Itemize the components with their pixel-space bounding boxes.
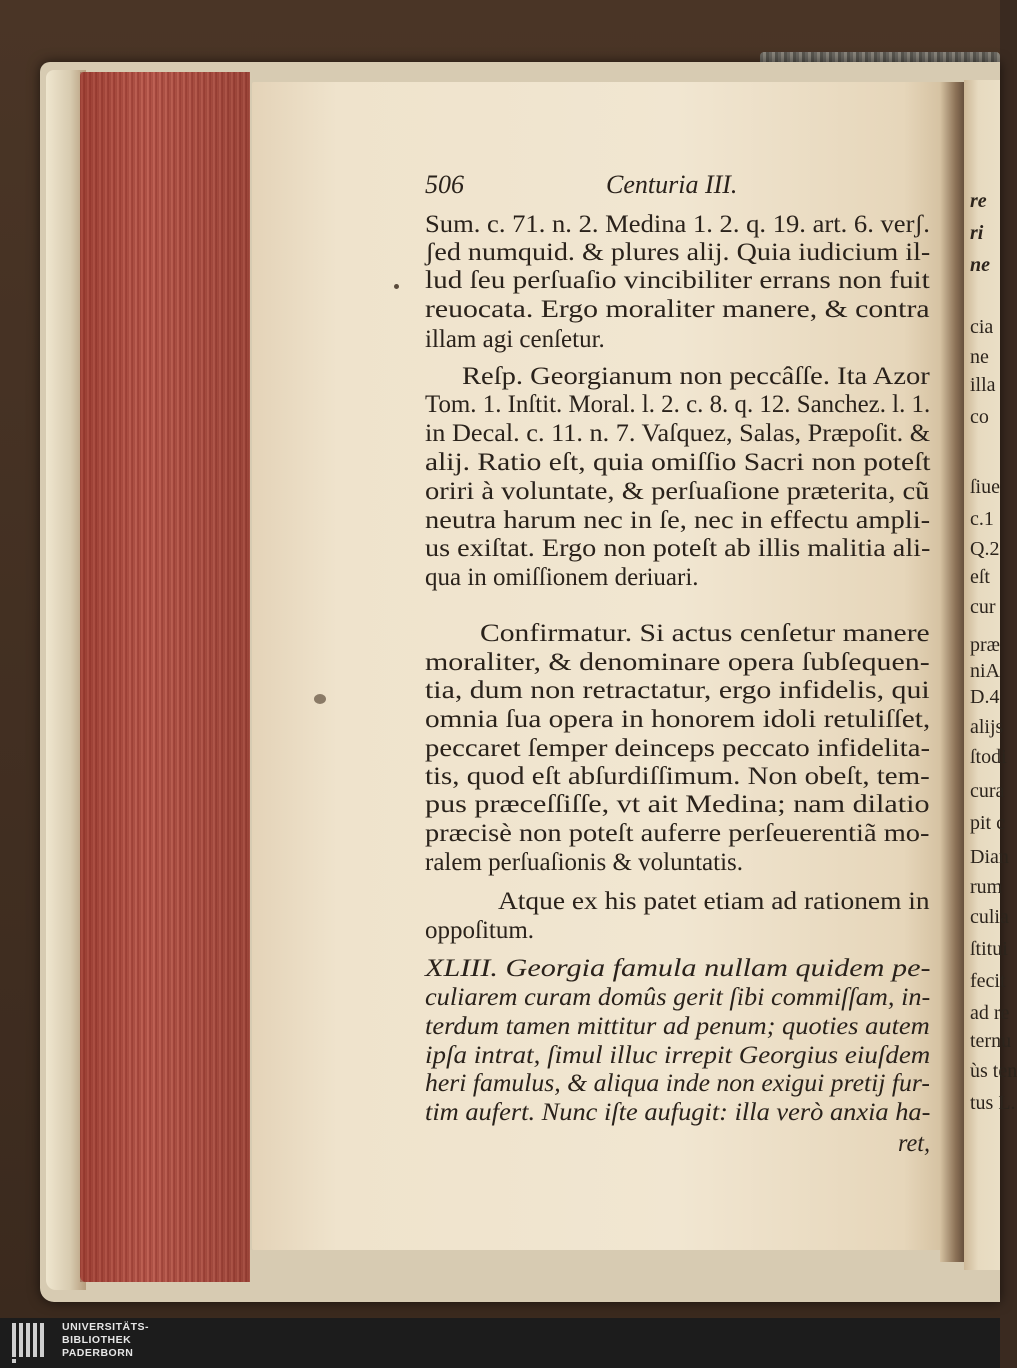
facing-page-fragment: ne: [970, 346, 989, 368]
gutter-shadow: [940, 82, 966, 1262]
text-line: præcisè non poteſt auferre perſeuerentiã mo-: [425, 820, 930, 847]
text-line: alij. Ratio eſt, quia omiſſio Sacri non poteſt: [425, 449, 931, 476]
text-line: terdum tamen mittitur ad penum; quoties autem: [425, 1013, 930, 1040]
facing-page-fragment: ſiue: [970, 476, 1000, 498]
page-edges-shading: [80, 72, 250, 1282]
library-footer: [0, 1318, 1000, 1368]
facing-page-fragment: cur: [970, 596, 996, 618]
text-line: Atque ex his patet etiam ad rationem in: [498, 888, 930, 915]
facing-page-fragment: Q.2: [970, 538, 1000, 560]
text-line: peccaret ſemper deinceps peccato infidelita-: [425, 735, 931, 762]
facing-page-strip: [964, 80, 1017, 1270]
text-line: culiarem curam domûs gerit ſibi commiſſam, in-: [425, 984, 931, 1011]
text-line: tis, quod eſt abſurdiſſimum. Non obeſt, tem-: [425, 763, 930, 790]
facing-page-fragment: præ: [970, 634, 1000, 656]
facing-page-fragment: fecit: [970, 970, 1006, 992]
page-number: 506: [425, 170, 464, 199]
facing-page-fragment: ſtitui: [970, 938, 1008, 960]
text-line: omnia ſua opera in honorem idoli retuliſſet,: [425, 706, 931, 733]
facing-page-fragment: ad re: [970, 1002, 1010, 1024]
text-line: ralem perſuaſionis & voluntatis.: [425, 849, 743, 876]
text-line: tim aufert. Nunc iſte aufugit: illa verò anxia ha-: [425, 1099, 931, 1126]
facing-page-fragment: co: [970, 406, 989, 428]
running-title: Centuria III.: [606, 170, 738, 199]
text-line: lud ſeu perſuaſio vincibiliter errans non fuit: [425, 267, 930, 294]
library-logo-icon: [12, 1323, 54, 1363]
text-line: neutra harum nec in ſe, nec in effectu ampli-: [425, 507, 931, 534]
margin-dot: [394, 284, 399, 289]
facing-page-fragment: re: [970, 190, 987, 212]
facing-page-fragment: Dian: [970, 846, 1009, 868]
text-line: Sum. c. 71. n. 2. Medina 1. 2. q. 19. art. 6. verʃ.: [425, 211, 930, 238]
text-line: ret,: [898, 1130, 931, 1157]
facing-page-fragment: illa: [970, 374, 996, 396]
facing-page-fragment: rum: [970, 876, 1003, 898]
text-line: ipſa intrat, ſimul illuc irrepit Georgius eiuſdem: [425, 1042, 931, 1069]
text-line: pus præceſſiſſe, vt ait Medina; nam dilatio: [425, 791, 930, 818]
facing-page-fragment: ùs ten: [970, 1060, 1017, 1082]
text-line: ʃed numquid. & plures alij. Quia iudicium il-: [425, 239, 931, 266]
text-line: us exiſtat. Ergo non poteſt ab illis malitia ali-: [425, 535, 931, 562]
facing-page-fragment: eſt: [970, 566, 990, 588]
facing-page-fragment: ternu: [970, 1030, 1012, 1052]
facing-page-fragment: D.4: [970, 686, 1000, 708]
text-line: Tom. 1. Inſtit. Moral. l. 2. c. 8. q. 12. Sanchez. l. 1.: [425, 391, 931, 418]
facing-page-fragment: cura: [970, 780, 1005, 802]
facing-page-fragment: pit c: [970, 812, 1005, 834]
text-line: reuocata. Ergo moraliter manere, & contra: [425, 296, 930, 323]
facing-page-fragment: niA: [970, 660, 1000, 682]
facing-page-fragment: ri: [970, 222, 984, 244]
facing-page-fragment: alijs: [970, 716, 1004, 738]
facing-page-fragment: cia: [970, 316, 994, 338]
text-line: oppoſitum.: [425, 917, 535, 944]
text-line: XLIII. Georgia famula nullam quidem pe-: [425, 955, 931, 982]
footer-line-2: BIBLIOTHEK: [62, 1334, 132, 1346]
footer-line-3: PADERBORN: [62, 1347, 134, 1359]
text-line: tia, dum non retractatur, ergo infidelis, qui: [425, 677, 930, 704]
text-line: oriri à voluntate, & perſuaſione præterita, cũ: [425, 478, 930, 505]
facing-page-fragment: c.1: [970, 508, 994, 530]
text-line: Confirmatur. Si actus cenſetur manere: [480, 620, 930, 647]
text-line: in Decal. c. 11. n. 7. Vaſquez, Salas, Præpoſit. &: [425, 420, 931, 447]
ink-blot: [314, 694, 326, 704]
footer-line-1: UNIVERSITÄTS-: [62, 1321, 150, 1333]
facing-page-fragment: ne: [970, 254, 990, 276]
text-line: illam agi cenſetur.: [425, 326, 605, 353]
text-line: qua in omiſſionem deriuari.: [425, 564, 699, 591]
facing-page-fragment: ſtodi: [970, 746, 1007, 768]
text-line: heri famulus, & aliqua inde non exigui pretij fur-: [425, 1070, 930, 1097]
facing-page-fragment: tus L.: [970, 1092, 1016, 1114]
facing-page-fragment: culia: [970, 906, 1009, 928]
text-line: Reſp. Georgianum non peccâſſe. Ita Azor: [462, 363, 930, 390]
text-line: moraliter, & denominare opera ſubſequen-: [425, 649, 930, 676]
